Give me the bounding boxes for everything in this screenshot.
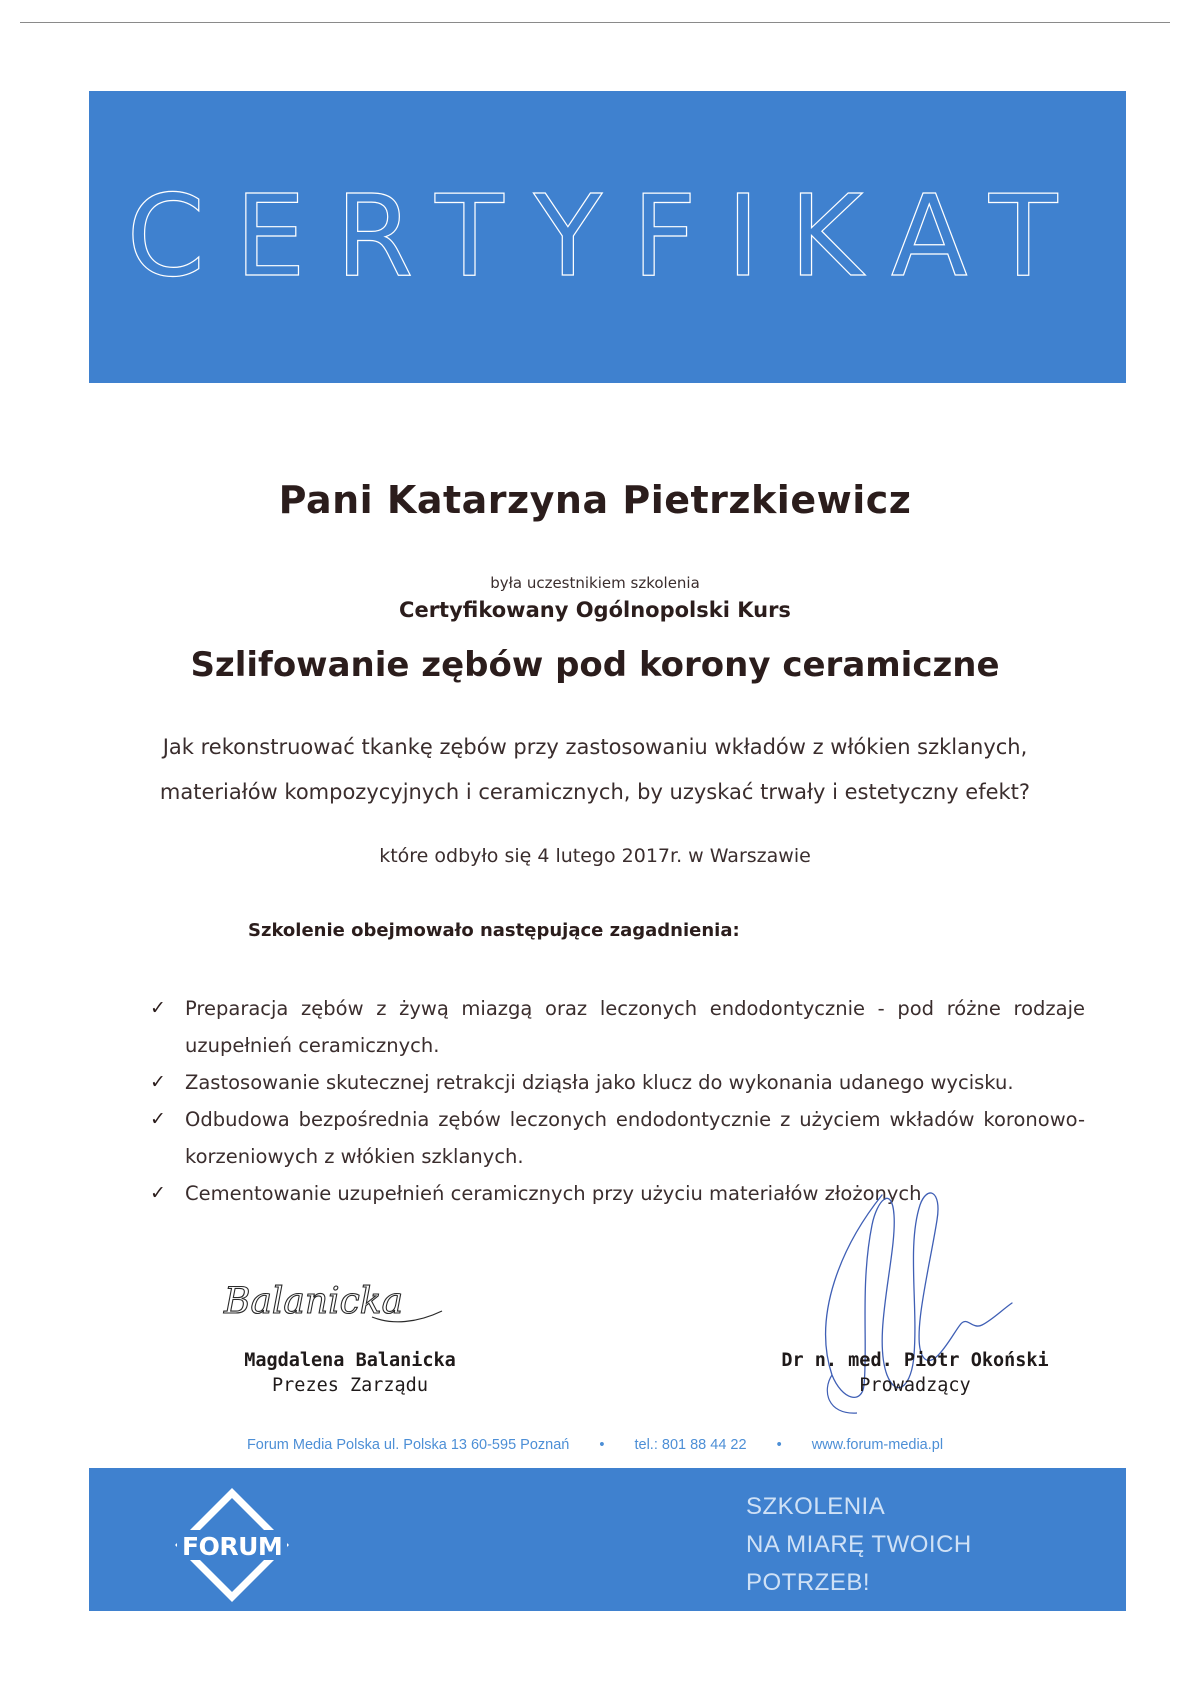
- topic-item: [150, 1064, 1085, 1101]
- contact-line: [0, 1437, 1190, 1453]
- topic-text: Odbudowa bezpośrednia zębów leczonych endodontycznie z użyciem wkładów koronowo-korzeniowych z włókien szklanych.: [185, 1108, 1085, 1168]
- topics-heading: Szkolenie obejmowało następujące zagadnienia:: [248, 920, 740, 941]
- certificate-title: [89, 91, 1126, 383]
- company-address: Forum Media Polska ul. Polska 13 60-595 Poznań: [246, 1437, 570, 1453]
- topic-item: [150, 1101, 1085, 1175]
- participation-intro: była uczestnikiem szkolenia: [490, 574, 700, 592]
- course-description-line: materiałów kompozycyjnych i ceramicznych, by uzyskać trwały i estetyczny efekt?: [159, 780, 1031, 804]
- checkmark-icon: ✓: [150, 1182, 166, 1204]
- recipient-name: Pani Katarzyna Pietrzkiewicz: [278, 478, 912, 522]
- topic-item: [150, 990, 1085, 1064]
- topic-text: Zastosowanie skutecznej retrakcji dziąsła jako klucz do wykonania udanego wycisku.: [185, 1071, 1014, 1094]
- signer-left-role: Prezes Zarządu: [272, 1375, 428, 1396]
- separator-dot: •: [599, 1437, 605, 1453]
- checkmark-icon: ✓: [150, 1108, 166, 1130]
- topic-text: Cementowanie uzupełnień ceramicznych przy użyciu materiałów złożonych: [185, 1182, 922, 1205]
- topics-list: [150, 990, 1085, 1212]
- signer-right-role: Prowadzący: [859, 1375, 971, 1396]
- course-type: Certyfikowany Ogólnopolski Kurs: [399, 598, 791, 622]
- slogan-line: NA MIARĘ TWOICH: [746, 1531, 972, 1558]
- course-date-location: które odbyło się 4 lutego 2017r. w Warszawie: [379, 845, 811, 867]
- topic-text: Preparacja zębów z żywą miazgą oraz leczonych endodontycznie - pod różne rodzaje uzupełnień ceramicznych.: [185, 997, 1085, 1057]
- footer-band: [89, 1468, 1126, 1611]
- course-title: Szlifowanie zębów pod korony ceramiczne: [190, 645, 1000, 685]
- forum-logo-text: FORUM: [182, 1532, 283, 1561]
- checkmark-icon: ✓: [150, 1071, 166, 1093]
- checkmark-icon: ✓: [150, 997, 166, 1019]
- course-description: [0, 725, 1190, 815]
- signer-left: [200, 1350, 500, 1396]
- footer-slogan: [746, 1488, 972, 1602]
- certificate-title-text: CERTYFIKAT: [126, 172, 1088, 302]
- signature-left-handwriting: [222, 1265, 452, 1335]
- company-phone: tel.: 801 88 44 22: [634, 1437, 747, 1453]
- certificate-header-band: [89, 91, 1126, 383]
- signature-left-ink: Balanicka: [224, 1281, 404, 1322]
- course-description-line: Jak rekonstruować tkankę zębów przy zastosowaniu wkładów z włókien szklanych,: [162, 735, 1028, 759]
- company-website[interactable]: www.forum-media.pl: [811, 1437, 944, 1453]
- slogan-line: SZKOLENIA: [746, 1493, 886, 1520]
- signer-right: [745, 1350, 1085, 1396]
- slogan-line: POTRZEB!: [746, 1569, 871, 1596]
- scan-edge-line: [20, 22, 1170, 23]
- signer-left-name: Magdalena Balanicka: [244, 1350, 456, 1371]
- signer-right-name: Dr n. med. Piotr Okoński: [781, 1350, 1049, 1371]
- separator-dot: •: [776, 1437, 782, 1453]
